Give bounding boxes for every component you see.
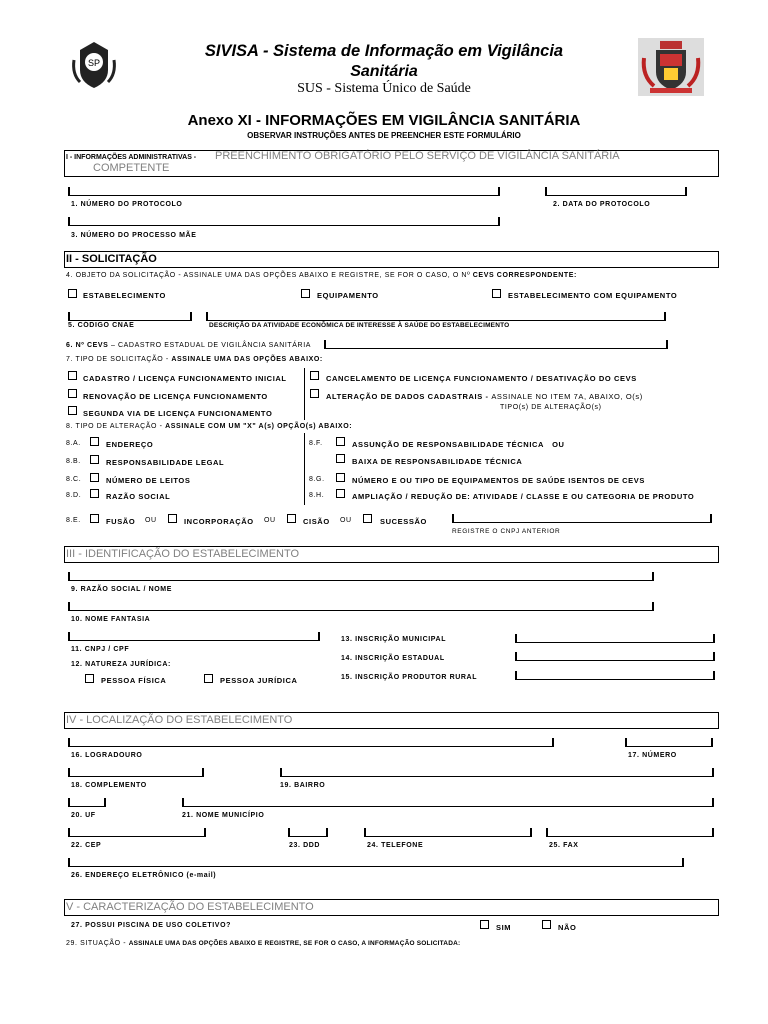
- complemento-label: 18. COMPLEMENTO: [71, 782, 147, 789]
- numero-field[interactable]: [625, 738, 713, 747]
- subtitle: SUS - Sistema Único de Saúde: [297, 81, 471, 96]
- insc-municipal-label: 13. INSCRIÇÃO MUNICIPAL: [341, 636, 447, 643]
- a8g-label: NÚMERO E OU TIPO DE EQUIPAMENTOS DE SAÚDE ISENTOS DE CEVS: [352, 476, 645, 485]
- section-5-box: [64, 899, 719, 916]
- section-2-title: II - SOLICITAÇÃO: [66, 253, 157, 265]
- fax-label: 25. FAX: [549, 842, 579, 849]
- a8f2-label: BAIXA DE RESPONSABILIDADE TÉCNICA: [352, 457, 523, 466]
- insc-municipal-field[interactable]: [515, 634, 715, 643]
- a8f-checkbox[interactable]: [336, 437, 345, 446]
- title-line2: Sanitária: [350, 63, 418, 80]
- a8f-code: 8.F.: [309, 440, 323, 447]
- razao-social-field[interactable]: [68, 572, 654, 581]
- municipio-field[interactable]: [182, 798, 714, 807]
- pessoa-juridica-label: PESSOA JURÍDICA: [220, 676, 298, 685]
- protocol-date-field[interactable]: [545, 187, 687, 196]
- s7d-checkbox[interactable]: [310, 389, 319, 398]
- cnpj-anterior-label: REGISTRE O CNPJ ANTERIOR: [452, 528, 561, 535]
- cnpj-cpf-label: 11. CNPJ / CPF: [71, 646, 130, 653]
- sim-label: SIM: [496, 923, 512, 932]
- s7b-checkbox[interactable]: [310, 371, 319, 380]
- a8a-checkbox[interactable]: [90, 437, 99, 446]
- ou-1: OU: [145, 517, 157, 524]
- a8e-code: 8.E.: [66, 517, 81, 524]
- nome-fantasia-field[interactable]: [68, 602, 654, 611]
- telefone-field[interactable]: [364, 828, 532, 837]
- a8d-label: RAZÃO SOCIAL: [106, 492, 171, 501]
- cnae-field[interactable]: [68, 312, 192, 321]
- a8b-checkbox[interactable]: [90, 455, 99, 464]
- estab-equip-checkbox[interactable]: [492, 289, 501, 298]
- cnae-label: 5. CÓDIGO CNAE: [68, 322, 135, 329]
- section-4-box: [64, 712, 719, 729]
- a8h-label: AMPLIAÇÃO / REDUÇÃO DE: ATIVIDADE / CLASSE E OU CATEGORIA DE PRODUTO: [352, 492, 695, 501]
- section-4-title: IV - LOCALIZAÇÃO DO ESTABELECIMENTO: [66, 714, 293, 726]
- email-label: 26. ENDEREÇO ELETRÔNICO (e-mail): [71, 872, 217, 879]
- insc-estadual-label: 14. INSCRIÇÃO ESTADUAL: [341, 655, 445, 662]
- a8e-cisao-checkbox[interactable]: [287, 514, 296, 523]
- section-1-note2: COMPETENTE: [93, 162, 170, 174]
- numero-label: 17. NÚMERO: [628, 752, 677, 759]
- insc-estadual-field[interactable]: [515, 652, 715, 661]
- a8e-fusao-label: FUSÃO: [106, 517, 136, 526]
- uf-field[interactable]: [68, 798, 106, 807]
- complemento-field[interactable]: [68, 768, 204, 777]
- s7d-note2: TIPO(s) DE ALTERAÇÃO(s): [500, 404, 602, 411]
- telefone-label: 24. TELEFONE: [367, 842, 424, 849]
- a8e-sucessao-label: SUCESSÃO: [380, 517, 427, 526]
- a8a-code: 8.A.: [66, 440, 81, 447]
- s7d-label: ALTERAÇÃO DE DADOS CADASTRAIS - ASSINALE NO ITEM 7A, ABAIXO, O(s): [326, 392, 643, 401]
- a8d-code: 8.D.: [66, 492, 82, 499]
- a8e-incorp-checkbox[interactable]: [168, 514, 177, 523]
- sim-checkbox[interactable]: [480, 920, 489, 929]
- section-1-label: I - INFORMAÇÕES ADMINISTRATIVAS -: [66, 154, 197, 161]
- uf-label: 20. UF: [71, 812, 96, 819]
- nao-checkbox[interactable]: [542, 920, 551, 929]
- nome-fantasia-label: 10. NOME FANTASIA: [71, 616, 151, 623]
- ou-2: OU: [264, 517, 276, 524]
- svg-text:SP: SP: [87, 58, 101, 68]
- s7c-checkbox[interactable]: [68, 389, 77, 398]
- s7a-checkbox[interactable]: [68, 371, 77, 380]
- natureza-juridica-label: 12. NATUREZA JURÍDICA:: [71, 661, 171, 668]
- estab-label: ESTABELECIMENTO: [83, 291, 166, 300]
- a8e-incorp-label: INCORPORAÇÃO: [184, 517, 254, 526]
- a8c-label: NÚMERO DE LEITOS: [106, 476, 191, 485]
- bairro-label: 19. BAIRRO: [280, 782, 326, 789]
- fax-field[interactable]: [546, 828, 714, 837]
- a8f2-checkbox[interactable]: [336, 454, 345, 463]
- a8b-code: 8.B.: [66, 458, 81, 465]
- email-field[interactable]: [68, 858, 684, 867]
- section-2-box: [64, 251, 719, 268]
- pessoa-juridica-checkbox[interactable]: [204, 674, 213, 683]
- parent-process-field[interactable]: [68, 217, 500, 226]
- a8g-checkbox[interactable]: [336, 473, 345, 482]
- insc-rural-field[interactable]: [515, 671, 715, 680]
- logradouro-label: 16. LOGRADOURO: [71, 752, 143, 759]
- s7e-checkbox[interactable]: [68, 406, 77, 415]
- section-3-title: III - IDENTIFICAÇÃO DO ESTABELECIMENTO: [66, 548, 300, 560]
- section-1-note: PREENCHIMENTO OBRIGATÓRIO PELO SERVIÇO DE VIGILÂNCIA SANITÁRIA: [215, 150, 620, 162]
- activity-desc-label: DESCRIÇÃO DA ATIVIDADE ECONÔMICA DE INTERESSE À SAÚDE DO ESTABELECIMENTO: [209, 322, 510, 329]
- section-1-box: [64, 150, 719, 177]
- a8g-code: 8.G.: [309, 476, 325, 483]
- q8-text: 8. TIPO DE ALTERAÇÃO - ASSINALE COM UM "X" A(s) OPÇÃO(s) ABAIXO:: [66, 423, 353, 430]
- section-5-title: V - CARACTERIZAÇÃO DO ESTABELECIMENTO: [66, 901, 314, 913]
- pessoa-fisica-checkbox[interactable]: [85, 674, 94, 683]
- a8c-code: 8.C.: [66, 476, 82, 483]
- a8d-checkbox[interactable]: [90, 489, 99, 498]
- estab-equip-label: ESTABELECIMENTO COM EQUIPAMENTO: [508, 291, 678, 300]
- s7b-label: CANCELAMENTO DE LICENÇA FUNCIONAMENTO / DESATIVAÇÃO DO CEVS: [326, 374, 637, 383]
- ddd-label: 23. DDD: [289, 842, 321, 849]
- bairro-field[interactable]: [280, 768, 714, 777]
- a8b-label: RESPONSABILIDADE LEGAL: [106, 458, 225, 467]
- s7c-label: RENOVAÇÃO DE LICENÇA FUNCIONAMENTO: [83, 392, 268, 401]
- estab-checkbox[interactable]: [68, 289, 77, 298]
- pessoa-fisica-label: PESSOA FÍSICA: [101, 676, 167, 685]
- protocol-number-label: 1. NÚMERO DO PROTOCOLO: [71, 201, 183, 208]
- s7e-label: SEGUNDA VIA DE LICENÇA FUNCIONAMENTO: [83, 409, 273, 418]
- a8e-fusao-checkbox[interactable]: [90, 514, 99, 523]
- q27-label: 27. POSSUI PISCINA DE USO COLETIVO?: [71, 922, 231, 929]
- title-line1: SIVISA - Sistema de Informação em Vigilância: [204, 42, 564, 60]
- cevs-label: 6. Nº CEVS – CADASTRO ESTADUAL DE VIGILÂNCIA SANITÁRIA: [66, 342, 312, 349]
- a8a-label: ENDEREÇO: [106, 440, 154, 449]
- q4-text: 4. OBJETO DA SOLICITAÇÃO - ASSINALE UMA DAS OPÇÕES ABAIXO E REGISTRE, SE FOR O CASO, O Nº CEVS CORRESPONDENTE:: [66, 272, 577, 279]
- a8e-cisao-label: CISÃO: [303, 517, 330, 526]
- s7a-label: CADASTRO / LICENÇA FUNCIONAMENTO INICIAL: [83, 374, 287, 383]
- cep-label: 22. CEP: [71, 842, 102, 849]
- ddd-field[interactable]: [288, 828, 328, 837]
- logradouro-field[interactable]: [68, 738, 554, 747]
- a8h-checkbox[interactable]: [336, 489, 345, 498]
- municipio-label: 21. NOME MUNICÍPIO: [182, 812, 265, 819]
- razao-social-label: 9. RAZÃO SOCIAL / NOME: [71, 586, 172, 593]
- cep-field[interactable]: [68, 828, 206, 837]
- equip-label: EQUIPAMENTO: [317, 291, 379, 300]
- insc-rural-label: 15. INSCRIÇÃO PRODUTOR RURAL: [341, 674, 478, 681]
- cevs-field[interactable]: [324, 340, 668, 349]
- q8-divider: [304, 433, 305, 505]
- q7-divider: [304, 368, 305, 420]
- ou-3: OU: [340, 517, 352, 524]
- cnpj-anterior-field[interactable]: [452, 514, 712, 523]
- q7-text: 7. TIPO DE SOLICITAÇÃO - ASSINALE UMA DAS OPÇÕES ABAIXO:: [66, 356, 323, 363]
- a8h-code: 8.H.: [309, 492, 325, 499]
- section-3-box: [64, 546, 719, 563]
- activity-desc-field[interactable]: [206, 312, 666, 321]
- a8e-sucessao-checkbox[interactable]: [363, 514, 372, 523]
- q29-text: 29. SITUAÇÃO - ASSINALE UMA DAS OPÇÕES ABAIXO E REGISTRE, SE FOR O CASO, A INFORMAÇÃO SOLICITADA:: [66, 940, 461, 947]
- nao-label: NÃO: [558, 923, 577, 932]
- a8c-checkbox[interactable]: [90, 473, 99, 482]
- parent-process-label: 3. NÚMERO DO PROCESSO MÃE: [71, 232, 197, 239]
- equip-checkbox[interactable]: [301, 289, 310, 298]
- a8f-label: ASSUNÇÃO DE RESPONSABILIDADE TÉCNICA OU: [352, 440, 565, 449]
- protocol-number-field[interactable]: [68, 187, 500, 196]
- annex-title: Anexo XI - INFORMAÇÕES EM VIGILÂNCIA SANITÁRIA: [187, 112, 581, 129]
- protocol-date-label: 2. DATA DO PROTOCOLO: [553, 201, 651, 208]
- instruction: OBSERVAR INSTRUÇÕES ANTES DE PREENCHER ESTE FORMULÁRIO: [247, 131, 521, 140]
- cnpj-cpf-field[interactable]: [68, 632, 320, 641]
